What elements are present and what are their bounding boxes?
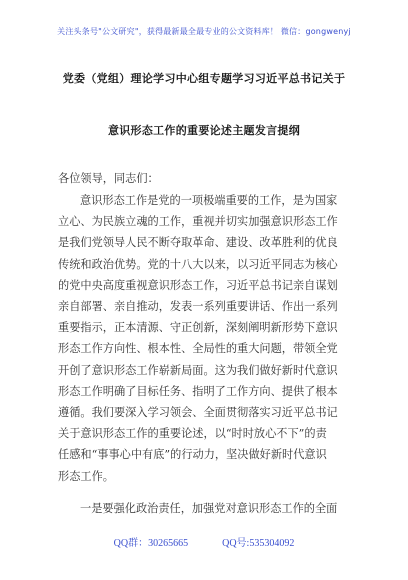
- paragraph-1: [58, 190, 358, 487]
- greeting: 各位领导，同志们：: [58, 172, 159, 185]
- paragraph-line: 形态工作方向性、根本性、全局性的重大问题，带领全党: [58, 342, 338, 356]
- paragraph-line: 意识形态工作是党的一项极端重要的工作，是为国家: [80, 194, 338, 207]
- header-banner: 关注头条号"公文研究"，获得最新最全最专业的公文资料库！ 微信：gongwenyj: [57, 27, 351, 36]
- paragraph-line: 遵循。我们要深入学习领会、全面贯彻落实习近平总书记: [58, 406, 338, 420]
- paragraph-line: 一是要强化政治责任，加强党对意识形态工作的全面: [80, 502, 338, 515]
- paragraph-2: [58, 498, 358, 519]
- qq-group: QQ群：30265665: [113, 538, 189, 549]
- paragraph-line: 形态工作明确了目标任务、指明了工作方向、提供了根本: [58, 384, 338, 398]
- paragraph-line: 亲自部署、亲自推动，发表一系列重要讲话、作出一系列: [58, 300, 338, 314]
- qq-number: QQ号:535304092: [222, 538, 295, 549]
- document-title-line1: 党委（党组）理论学习中心组专题学习习近平总书记关于: [62, 72, 346, 85]
- paragraph-line: 开创了意识形态工作崭新局面。这为我们做好新时代意识: [58, 363, 338, 377]
- paragraph-line: 传统和政治优势。党的十八大以来，以习近平同志为核心: [58, 257, 338, 271]
- paragraph-line: 的党中央高度重视意识形态工作，习近平总书记亲自谋划: [58, 278, 338, 292]
- document-title-line2: 意识形态工作的重要论述主题发言提纲: [107, 124, 301, 137]
- footer-contact: [0, 534, 408, 549]
- paragraph-line: 重要指示，正本清源、守正创新，深刻阐明新形势下意识: [58, 321, 338, 335]
- paragraph-line: 是我们党领导人民不断夺取革命、建设、改革胜利的优良: [58, 236, 338, 250]
- paragraph-line: 任感和“事事心中有底”的行动力，坚决做好新时代意识: [58, 448, 327, 462]
- paragraph-line: 立心、为民族立魂的工作，重视并切实加强意识形态工作: [58, 215, 338, 229]
- paragraph-line: 关于意识形态工作的重要论述，以“时时放心不下”的责: [58, 427, 327, 441]
- paragraph-line: 形态工作。: [58, 469, 114, 483]
